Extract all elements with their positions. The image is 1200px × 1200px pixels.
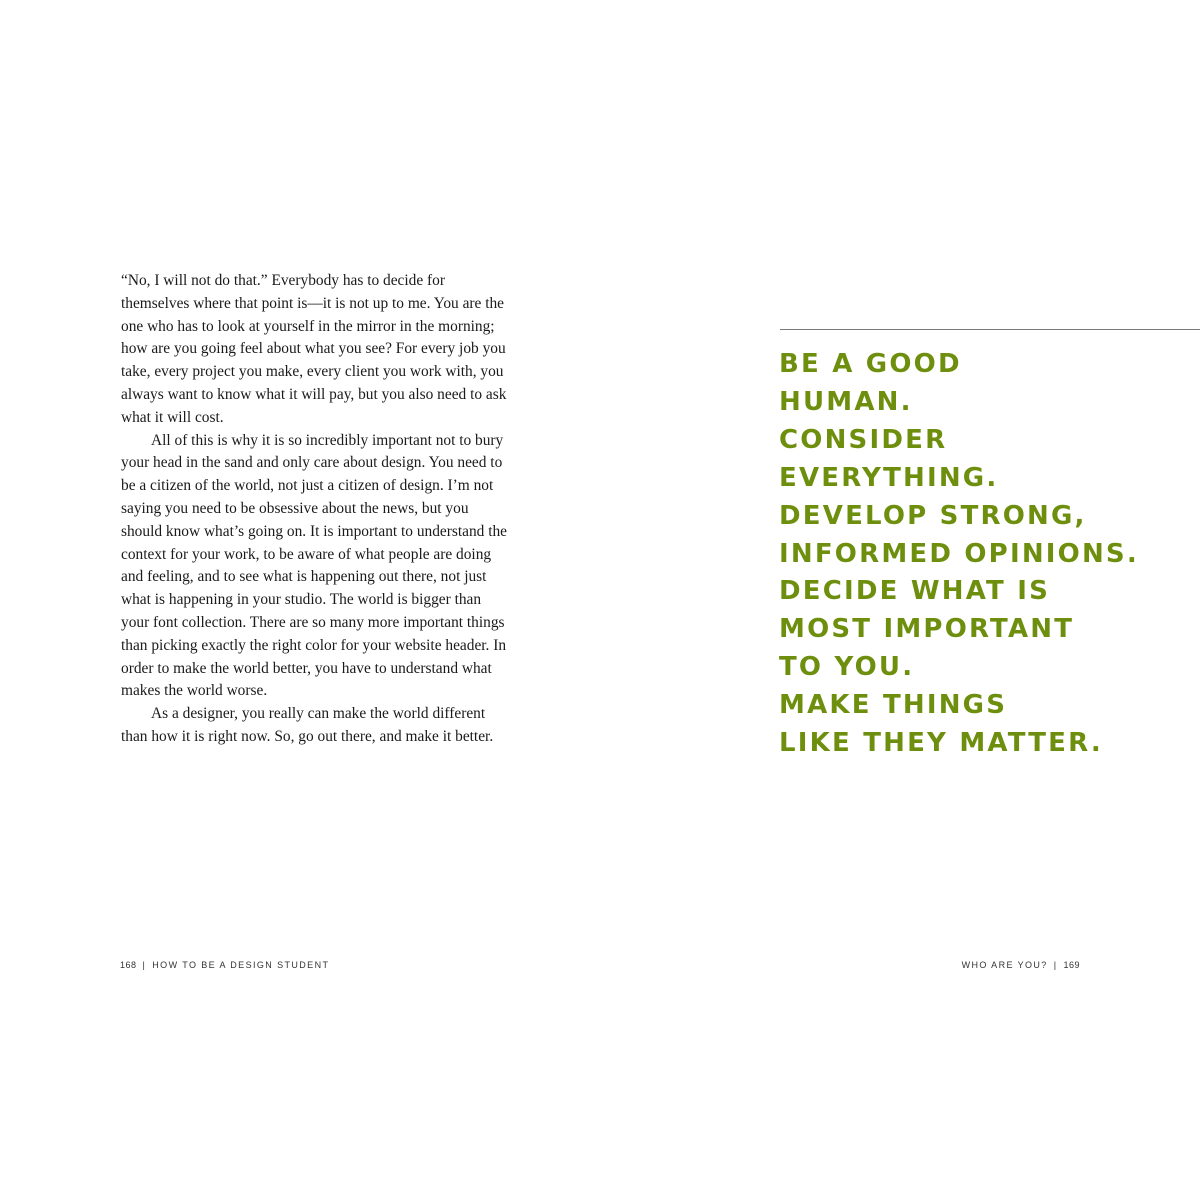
pullquote-line: MOST IMPORTANT <box>779 614 1075 645</box>
pullquote-line: HUMAN. <box>779 386 913 417</box>
pullquote-line: LIKE THEY MATTER. <box>779 728 1103 759</box>
pullquote <box>779 346 1179 763</box>
pullquote-rule <box>780 329 1200 330</box>
pullquote-line: DECIDE WHAT IS <box>779 576 1051 607</box>
pullquote-line: EVERYTHING. <box>779 462 999 493</box>
pullquote-line: INFORMED OPINIONS. <box>779 538 1139 569</box>
left-running-head: HOW TO BE A DESIGN STUDENT <box>152 960 330 970</box>
right-running-head: WHO ARE YOU? <box>961 960 1048 970</box>
pullquote-line: CONSIDER <box>779 424 948 455</box>
folio-separator: | <box>142 960 147 970</box>
left-page-number: 168 <box>120 960 137 970</box>
left-folio <box>120 960 329 970</box>
body-paragraph: “No, I will not do that.” Everybody has to decide for themselves where that point is—it is not up to me. You are the one who has to look at yourself in the mirror in the morning; how are you going feel about what you see? For every job you take, every project you make, every client you work with, you always want to know what it will pay, but you also need to ask what it will cost. <box>121 272 507 426</box>
body-paragraph: As a designer, you really can make the world different than how it is right now. So, go out there, and make it better. <box>121 705 494 745</box>
pullquote-line: DEVELOP STRONG, <box>779 500 1087 531</box>
right-folio <box>962 960 1080 970</box>
pullquote-line: BE A GOOD <box>779 349 962 379</box>
body-paragraph: All of this is why it is so incredibly important not to bury your head in the sand and only care about design. You need to be a citizen of the world, not just a citizen of design. I’m not saying you need to be obsessive about the news, but you should know what’s going on. It is important to understand the context for your work, to be aware of what people are doing and feeling, and to see what is happening out there, not just what is happening in your studio. The world is bigger than your font collection. There are so many more important things than picking exactly the right color for your website header. In order to make the world better, you have to understand what makes the world worse. <box>121 431 508 700</box>
pullquote-line: MAKE THINGS <box>779 690 1008 721</box>
pullquote-line: TO YOU. <box>779 652 915 683</box>
right-page-number: 169 <box>1063 960 1080 970</box>
folio-separator: | <box>1053 960 1058 970</box>
left-page-body-text <box>121 270 513 749</box>
